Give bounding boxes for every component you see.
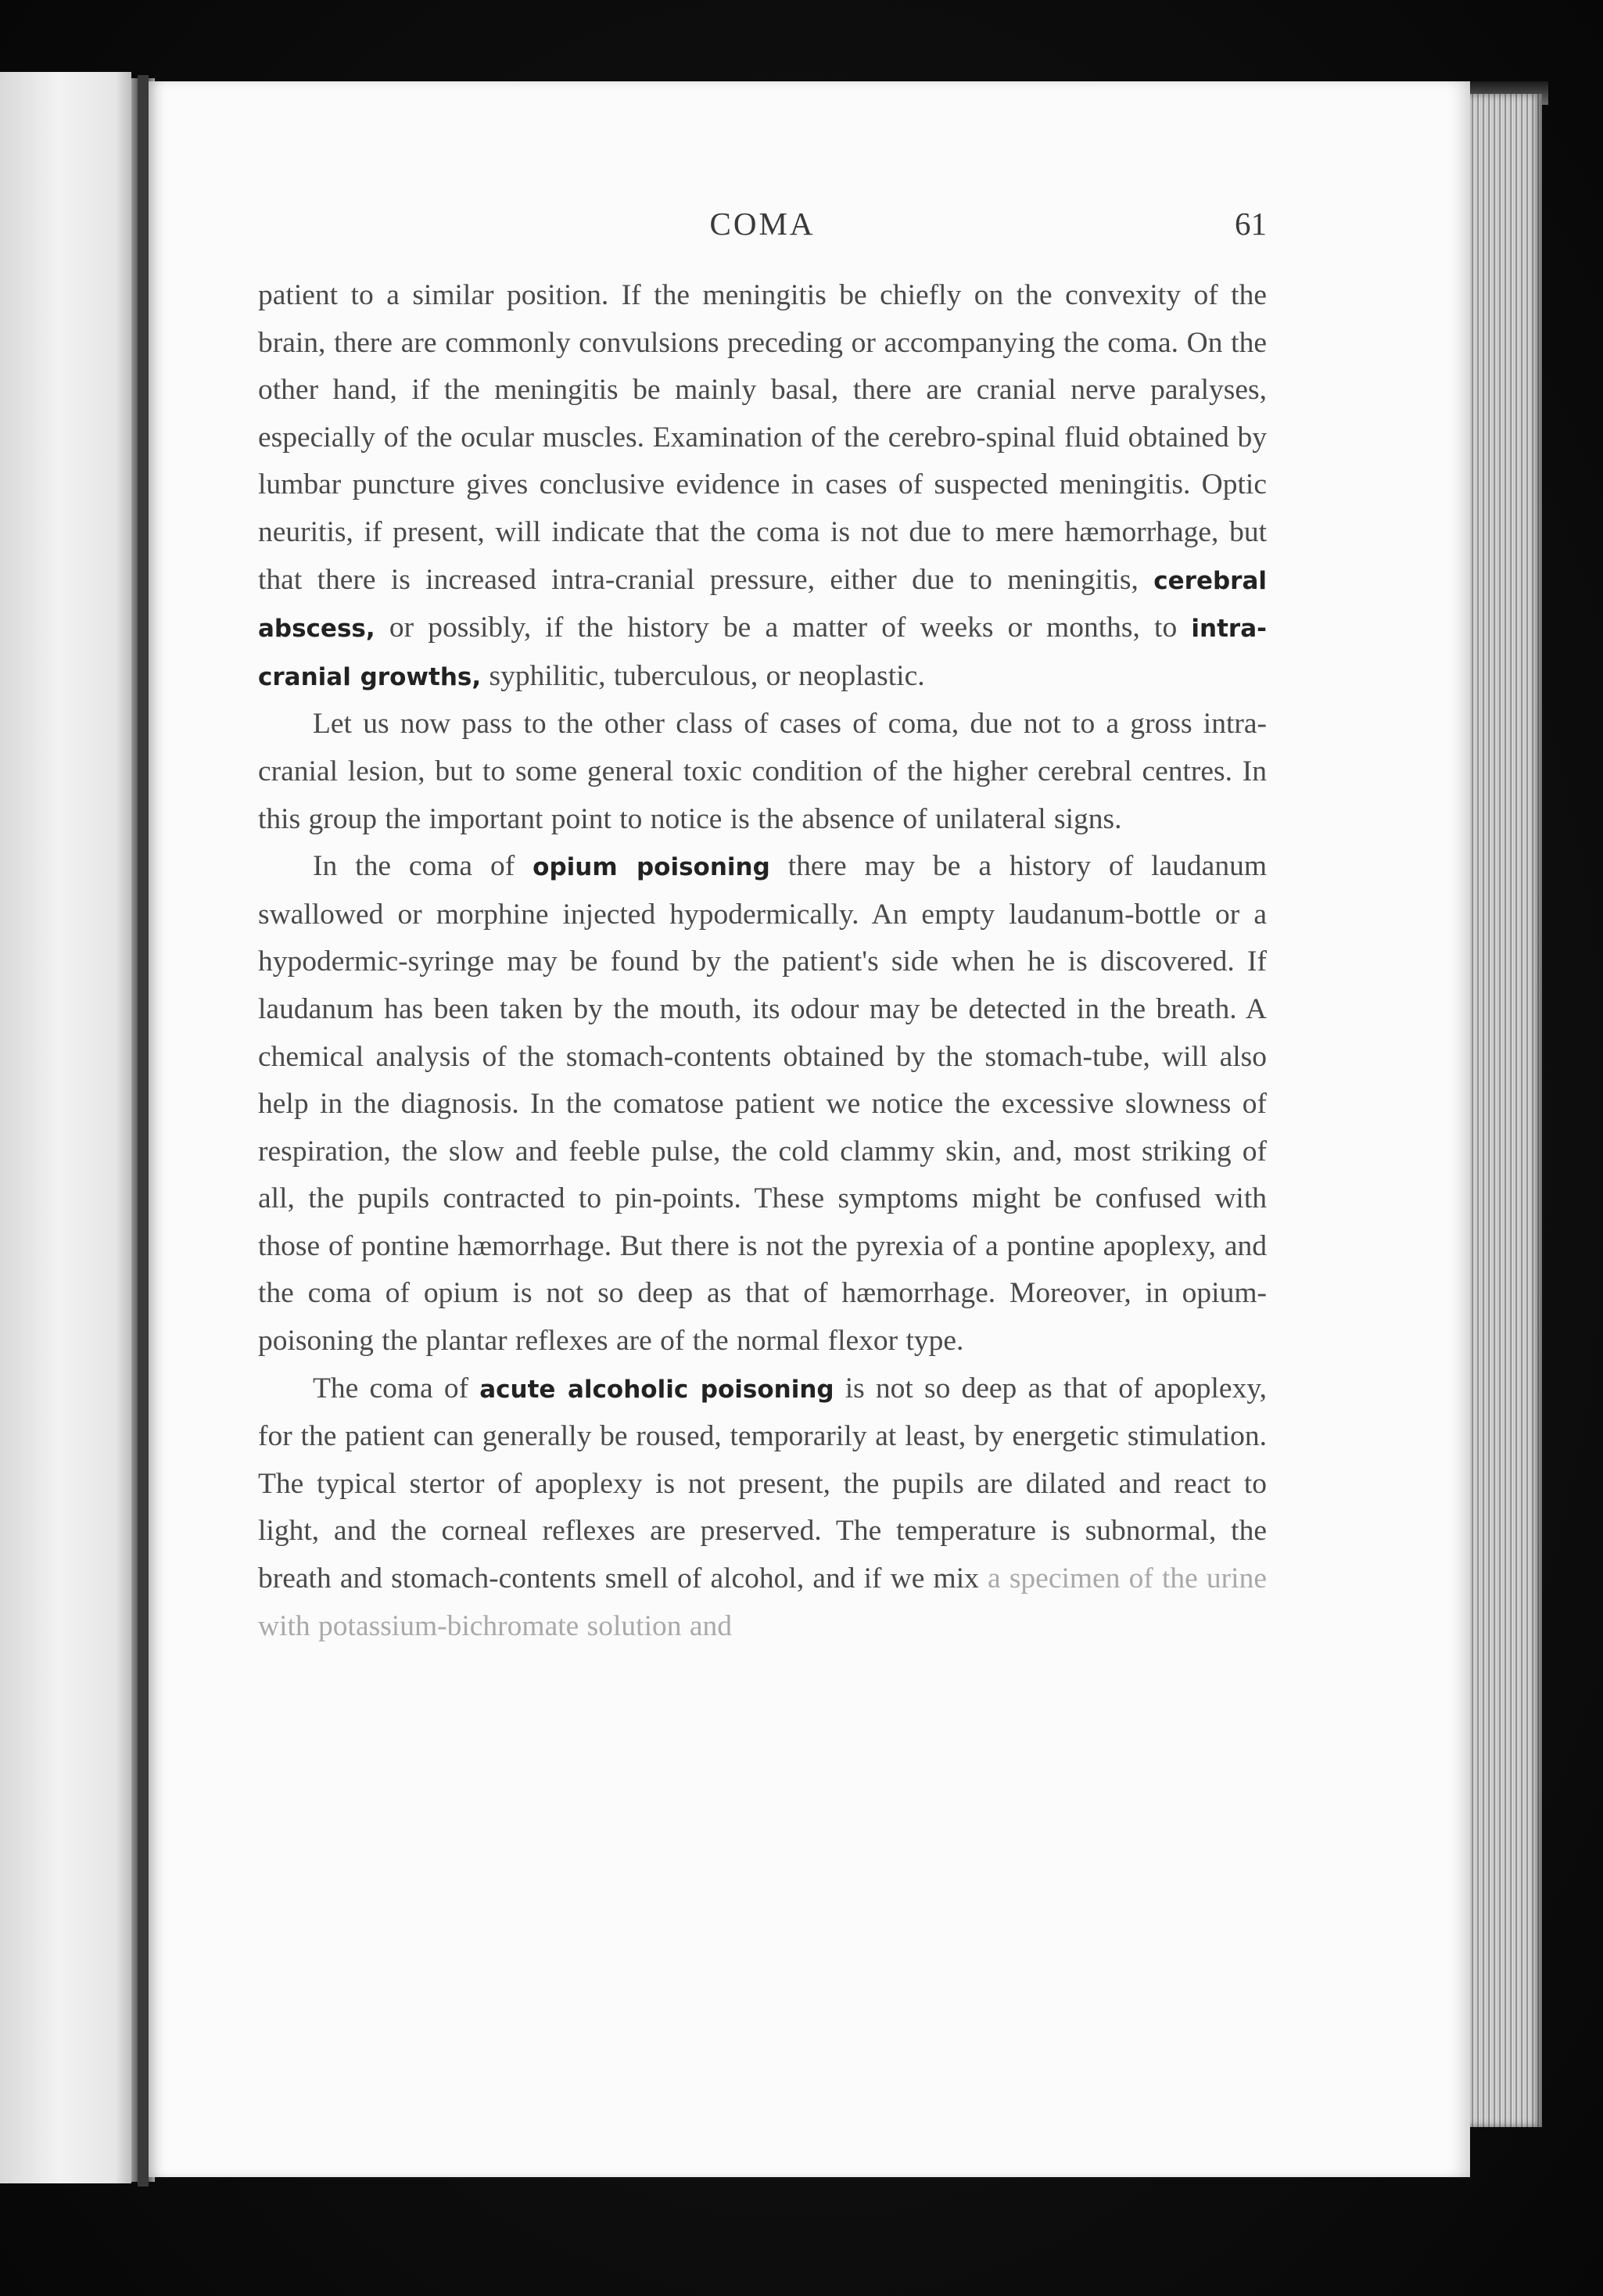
paragraph-1-text-c: syphilitic, tuberculous, or neoplastic. [481, 659, 925, 692]
paragraph-3-text-b: there may be a history of laudanum swallowed or morphine injected hypodermically. An empty laudanum-bottle or a hypodermic-syringe may be found by the patient's side when he is discovered. If laudanum has been taken by the mouth, its odour may be detected in the breath. A chemical analysis of the stomach-contents obtained by the stomach-tube, will also help in the diagnosis. In the comatose patient we notice the excessive slowness of respiration, the slow and feeble pulse, the cold clammy skin, and, most striking of all, the pupils contracted to pin-points. These symptoms might be confused with those of pontine hæmorrhage. But there is not the pyrexia of a pontine apoplexy, and the coma of opium is not so deep as that of hæmorrhage. Moreover, in opium-poisoning the plantar reflexes are of the normal flexor type. [258, 850, 1267, 1358]
facing-page-edge [0, 72, 131, 2183]
paragraph-3-text-a: In the coma of [313, 850, 533, 883]
paragraph-1 [258, 272, 1267, 701]
body-text [258, 272, 1267, 1650]
term-cerebral-abscess: cerebral abscess, [258, 566, 1267, 644]
paragraph-2 [258, 701, 1267, 843]
page-header [258, 205, 1267, 252]
term-intra-cranial-growths: intra-cranial growths, [258, 615, 1267, 691]
paragraph-1-text-a: patient to a similar position. If the meningitis be chiefly on the convexity of the brain, there are commonly convulsions preceding or accompanying the coma. On the other hand, if the meningitis be mainly basal, there are cranial nerve paralyses, especially of the ocular muscles. Examination of the cerebro-spinal fluid obtained by lumbar puncture gives conclusive evidence in cases of suspected meningitis. Optic neuritis, if present, will indicate that the coma is not due to mere hæmorrhage, but that there is increased intra-cranial pressure, either due to meningitis, [258, 279, 1267, 596]
page-stack-edges [1470, 94, 1542, 2127]
paragraph-4-last-line: a specimen of the urine with potassium-bichromate solution and [258, 1562, 1267, 1642]
term-opium-poisoning: opium poisoning [533, 853, 770, 882]
facing-page-shadow [138, 75, 149, 2187]
paragraph-2-text: Let us now pass to the other class of cases of coma, due not to a gross intra-cranial lesion, but to some general toxic condition of the higher cerebral centres. In this group the important point to notice is the absence of unilateral signs. [258, 708, 1267, 835]
paragraph-4-text-b: is not so deep as that of apoplexy, for the patient can generally be roused, temporarily at least, by energetic stimulation. The typical stertor of apoplexy is not present, the pupils are dilated and react to light, and the corneal reflexes are preserved. The temperature is subnormal, the breath and stomach-contents smell of alcohol, and if we mix [258, 1372, 1268, 1595]
paragraph-3 [258, 843, 1267, 1365]
page-number: 61 [1235, 206, 1267, 242]
term-acute-alcoholic-poisoning: acute alcoholic poisoning [479, 1375, 834, 1404]
running-head: COMA [709, 206, 816, 242]
paragraph-4-text-a: The coma of [313, 1372, 480, 1405]
paragraph-4 [258, 1365, 1267, 1651]
paragraph-1-text-b: or possibly, if the history be a matter of weeks or months, to [375, 612, 1192, 644]
